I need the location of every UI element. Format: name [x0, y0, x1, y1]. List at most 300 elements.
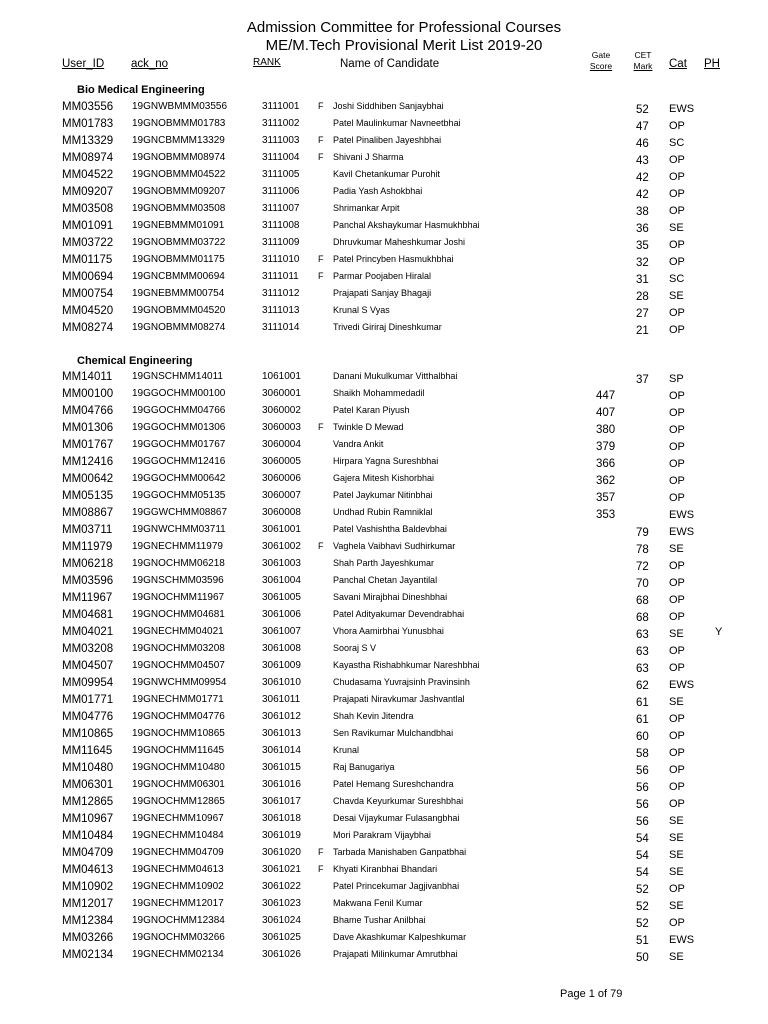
- user-id-cell: MM03508: [62, 203, 114, 215]
- ack-no-cell: 19GNOBMMM01175: [132, 254, 225, 265]
- candidate-name-cell: Panchal Akshaykumar Hasmukhbhai: [333, 220, 480, 230]
- candidate-name-cell: Undhad Rubin Ramniklal: [333, 507, 433, 517]
- ack-no-cell: 19GGOCHMM04766: [132, 405, 226, 416]
- cet-mark-cell: 27: [636, 308, 649, 320]
- table-row: [0, 949, 768, 966]
- candidate-name-cell: Prajapati Sanjay Bhagaji: [333, 288, 432, 298]
- candidate-name-cell: Shaikh Mohammedadil: [333, 388, 425, 398]
- ack-no-cell: 19GNECHMM02134: [132, 949, 224, 960]
- ack-no-cell: 19GNOBMMM03508: [132, 203, 226, 214]
- candidate-name-cell: Bhame Tushar Anilbhai: [333, 915, 426, 925]
- rank-cell: 3111011: [262, 271, 299, 282]
- rank-cell: 3061009: [262, 660, 301, 671]
- rank-cell: 3060004: [262, 439, 301, 450]
- candidate-name-cell: Desai Vijaykumar Fulasangbhai: [333, 813, 460, 823]
- user-id-cell: MM04520: [62, 305, 114, 317]
- rank-cell: 3061024: [262, 915, 301, 926]
- candidate-name-cell: Patel Princyben Hasmukhbhai: [333, 254, 454, 264]
- cet-mark-cell: 63: [636, 629, 649, 641]
- cet-mark-cell: 52: [636, 104, 649, 116]
- cet-mark-cell: 63: [636, 646, 649, 658]
- col-header-ack-no: ack_no: [131, 58, 169, 70]
- category-cell: SE: [669, 815, 684, 827]
- female-flag-cell: F: [318, 254, 324, 264]
- user-id-cell: MM12017: [62, 898, 114, 910]
- cet-mark-cell: 56: [636, 816, 649, 828]
- user-id-cell: MM14011: [62, 371, 113, 383]
- category-cell: SE: [669, 543, 684, 555]
- table-row: [0, 169, 768, 186]
- rank-cell: 3111012: [262, 288, 300, 299]
- col-header-name: Name of Candidate: [340, 58, 440, 70]
- cet-mark-cell: 70: [636, 578, 649, 590]
- ack-no-cell: 19GNOCHMM04776: [132, 711, 225, 722]
- ack-no-cell: 19GNWCHMM03711: [132, 524, 226, 535]
- table-row: [0, 796, 768, 813]
- category-cell: SE: [669, 849, 684, 861]
- category-cell: EWS: [669, 679, 695, 691]
- category-cell: OP: [669, 883, 685, 895]
- ack-no-cell: 19GNOBMMM08974: [132, 152, 226, 163]
- user-id-cell: MM01091: [62, 220, 114, 232]
- user-id-cell: MM00694: [62, 271, 114, 283]
- candidate-name-cell: Mori Parakram Vijaybhai: [333, 830, 431, 840]
- ack-no-cell: 19GNECHMM04709: [132, 847, 224, 858]
- rank-cell: 3061010: [262, 677, 301, 688]
- table-row: [0, 524, 768, 541]
- table-row: [0, 847, 768, 864]
- cet-mark-cell: 78: [636, 544, 649, 556]
- col-header-cet-mark: [628, 50, 658, 72]
- rank-cell: 3060002: [262, 405, 301, 416]
- rank-cell: 3061007: [262, 626, 301, 637]
- ack-no-cell: 19GGOCHMM12416: [132, 456, 226, 467]
- ack-no-cell: 19GNEBMMM00754: [132, 288, 225, 299]
- user-id-cell: MM09207: [62, 186, 114, 198]
- table-row: [0, 237, 768, 254]
- ack-no-cell: 19GGOCHMM05135: [132, 490, 226, 501]
- ack-no-cell: 19GNOCHMM12865: [132, 796, 225, 807]
- candidate-name-cell: Parmar Poojaben Hiralal: [333, 271, 432, 281]
- candidate-name-cell: Makwana Fenil Kumar: [333, 898, 423, 908]
- cet-mark-cell: 47: [636, 121, 649, 133]
- user-id-cell: MM04021: [62, 626, 114, 638]
- rank-cell: 3061016: [262, 779, 301, 790]
- category-cell: OP: [669, 611, 685, 623]
- ack-no-cell: 19GNOBMMM04520: [132, 305, 226, 316]
- table-row: [0, 575, 768, 592]
- user-id-cell: MM08274: [62, 322, 114, 334]
- female-flag-cell: F: [318, 541, 324, 551]
- category-cell: OP: [669, 713, 685, 725]
- candidate-name-cell: Shrimankar Arpit: [333, 203, 400, 213]
- rank-cell: 3061023: [262, 898, 301, 909]
- category-cell: SE: [669, 222, 684, 234]
- category-cell: SC: [669, 137, 685, 149]
- cet-mark-cell: 43: [636, 155, 649, 167]
- ack-no-cell: 19GNWBMMM03556: [132, 101, 228, 112]
- candidate-name-cell: Panchal Chetan Jayantilal: [333, 575, 438, 585]
- category-cell: OP: [669, 458, 685, 470]
- cet-mark-cell: 50: [636, 952, 649, 964]
- ack-no-cell: 19GGOCHMM01767: [132, 439, 226, 450]
- user-id-cell: MM10480: [62, 762, 114, 774]
- rank-cell: 3061004: [262, 575, 301, 586]
- ack-no-cell: 19GNOBMMM08274: [132, 322, 226, 333]
- candidate-name-cell: Patel Vashishtha Baldevbhai: [333, 524, 447, 534]
- col-header-gate-line2: Score: [589, 61, 613, 71]
- cet-mark-cell: 72: [636, 561, 649, 573]
- user-id-cell: MM13329: [62, 135, 114, 147]
- category-cell: OP: [669, 307, 685, 319]
- user-id-cell: MM01767: [62, 439, 114, 451]
- cet-mark-cell: 42: [636, 172, 649, 184]
- candidate-name-cell: Hirpara Yagna Sureshbhai: [333, 456, 439, 466]
- rank-cell: 3060007: [262, 490, 301, 501]
- user-id-cell: MM12865: [62, 796, 114, 808]
- rank-cell: 3060005: [262, 456, 301, 467]
- rank-cell: 3061021: [262, 864, 301, 875]
- table-row: [0, 135, 768, 152]
- category-cell: SE: [669, 900, 684, 912]
- category-cell: OP: [669, 390, 685, 402]
- table-row: [0, 677, 768, 694]
- cet-mark-cell: 52: [636, 901, 649, 913]
- candidate-name-cell: Shah Kevin Jitendra: [333, 711, 414, 721]
- user-id-cell: MM09954: [62, 677, 114, 689]
- rank-cell: 3111014: [262, 322, 300, 333]
- table-row: [0, 728, 768, 745]
- rank-cell: 3111002: [262, 118, 300, 129]
- rank-cell: 3060003: [262, 422, 301, 433]
- table-row: [0, 898, 768, 915]
- user-id-cell: MM06301: [62, 779, 114, 791]
- category-cell: SE: [669, 290, 684, 302]
- rank-cell: 3061015: [262, 762, 301, 773]
- cet-mark-cell: 56: [636, 765, 649, 777]
- document-title: Admission Committee for Professional Courses: [246, 19, 562, 36]
- category-cell: OP: [669, 747, 685, 759]
- rank-cell: 3061012: [262, 711, 301, 722]
- cet-mark-cell: 58: [636, 748, 649, 760]
- ack-no-cell: 19GNECHMM11979: [132, 541, 223, 552]
- rank-cell: 3061019: [262, 830, 301, 841]
- rank-cell: 3111001: [262, 101, 300, 112]
- col-header-cat: Cat: [669, 58, 687, 70]
- category-cell: OP: [669, 798, 685, 810]
- rank-cell: 3111003: [262, 135, 300, 146]
- category-cell: OP: [669, 662, 685, 674]
- user-id-cell: MM04613: [62, 864, 114, 876]
- section-title: Chemical Engineering: [77, 355, 193, 367]
- gate-score-cell: 380: [596, 424, 616, 436]
- document-subtitle: ME/M.Tech Provisional Merit List 2019-20: [265, 37, 543, 54]
- ack-no-cell: 19GNOCHMM10865: [132, 728, 225, 739]
- cet-mark-cell: 52: [636, 918, 649, 930]
- table-row: [0, 439, 768, 456]
- table-row: [0, 220, 768, 237]
- candidate-name-cell: Chavda Keyurkumar Sureshbhai: [333, 796, 464, 806]
- table-row: [0, 762, 768, 779]
- candidate-name-cell: Twinkle D Mewad: [333, 422, 404, 432]
- cet-mark-cell: 38: [636, 206, 649, 218]
- rank-cell: 3061001: [262, 524, 301, 535]
- table-row: [0, 322, 768, 339]
- category-cell: SE: [669, 832, 684, 844]
- candidate-name-cell: Sen Ravikumar Mulchandbhai: [333, 728, 454, 738]
- user-id-cell: MM01306: [62, 422, 114, 434]
- table-row: [0, 558, 768, 575]
- candidate-name-cell: Tarbada Manishaben Ganpatbhai: [333, 847, 467, 857]
- rank-cell: 1061001: [262, 371, 301, 382]
- category-cell: SP: [669, 373, 684, 385]
- category-cell: OP: [669, 577, 685, 589]
- table-row: [0, 660, 768, 677]
- category-cell: OP: [669, 645, 685, 657]
- ack-no-cell: 19GNOCHMM11967: [132, 592, 225, 603]
- gate-score-cell: 366: [596, 458, 616, 470]
- table-row: [0, 490, 768, 507]
- user-id-cell: MM05135: [62, 490, 114, 502]
- user-id-cell: MM06218: [62, 558, 114, 570]
- candidate-name-cell: Patel Jaykumar Nitinbhai: [333, 490, 433, 500]
- ack-no-cell: 19GNECHMM04021: [132, 626, 224, 637]
- ack-no-cell: 19GNWCHMM09954: [132, 677, 227, 688]
- ack-no-cell: 19GGOCHMM00642: [132, 473, 226, 484]
- gate-score-cell: 353: [596, 509, 616, 521]
- ack-no-cell: 19GNOCHMM10480: [132, 762, 225, 773]
- rank-cell: 3061014: [262, 745, 301, 756]
- category-cell: OP: [669, 917, 685, 929]
- ack-no-cell: 19GNOCHMM11645: [132, 745, 225, 756]
- candidate-name-cell: Vhora Aamirbhai Yunusbhai: [333, 626, 444, 636]
- ack-no-cell: 19GNSCHMM03596: [132, 575, 224, 586]
- category-cell: OP: [669, 154, 685, 166]
- table-row: [0, 473, 768, 490]
- user-id-cell: MM08867: [62, 507, 114, 519]
- rank-cell: 3061005: [262, 592, 301, 603]
- rank-cell: 3111013: [262, 305, 300, 316]
- ack-no-cell: 19GNCBMMM13329: [132, 135, 225, 146]
- table-row: [0, 626, 768, 643]
- ack-no-cell: 19GNECHMM10902: [132, 881, 224, 892]
- female-flag-cell: F: [318, 101, 324, 111]
- rank-cell: 3061011: [262, 694, 301, 705]
- category-cell: OP: [669, 188, 685, 200]
- candidate-name-cell: Shah Parth Jayeshkumar: [333, 558, 435, 568]
- cet-mark-cell: 61: [636, 714, 649, 726]
- cet-mark-cell: 68: [636, 612, 649, 624]
- candidate-name-cell: Patel Maulinkumar Navneetbhai: [333, 118, 461, 128]
- rank-cell: 3061002: [262, 541, 301, 552]
- ack-no-cell: 19GNOCHMM03266: [132, 932, 225, 943]
- candidate-name-cell: Trivedi Giriraj Dineshkumar: [333, 322, 442, 332]
- ack-no-cell: 19GNECHMM10967: [132, 813, 224, 824]
- page-number: Page 1 of 79: [560, 988, 623, 1000]
- category-cell: OP: [669, 407, 685, 419]
- candidate-name-cell: Vandra Ankit: [333, 439, 384, 449]
- rank-cell: 3061017: [262, 796, 301, 807]
- rank-cell: 3111007: [262, 203, 300, 214]
- cet-mark-cell: 21: [636, 325, 649, 337]
- table-row: [0, 507, 768, 524]
- rank-cell: 3060008: [262, 507, 301, 518]
- category-cell: OP: [669, 239, 685, 251]
- category-cell: OP: [669, 171, 685, 183]
- female-flag-cell: F: [318, 271, 324, 281]
- rank-cell: 3111010: [262, 254, 300, 265]
- table-row: [0, 881, 768, 898]
- rank-cell: 3111004: [262, 152, 300, 163]
- ack-no-cell: 19GNSCHMM14011: [132, 371, 223, 382]
- category-cell: OP: [669, 594, 685, 606]
- user-id-cell: MM12416: [62, 456, 114, 468]
- candidate-name-cell: Shivani J Sharma: [333, 152, 404, 162]
- user-id-cell: MM10967: [62, 813, 114, 825]
- user-id-cell: MM03596: [62, 575, 114, 587]
- table-row: [0, 813, 768, 830]
- ack-no-cell: 19GNOCHMM03208: [132, 643, 225, 654]
- rank-cell: 3061020: [262, 847, 301, 858]
- female-flag-cell: F: [318, 152, 324, 162]
- table-row: [0, 592, 768, 609]
- table-row: [0, 915, 768, 932]
- category-cell: OP: [669, 781, 685, 793]
- user-id-cell: MM04709: [62, 847, 114, 859]
- ack-no-cell: 19GNOCHMM06218: [132, 558, 225, 569]
- user-id-cell: MM03208: [62, 643, 114, 655]
- col-header-rank: RANK: [253, 57, 281, 68]
- ack-no-cell: 19GNECHMM01771: [132, 694, 224, 705]
- female-flag-cell: F: [318, 422, 324, 432]
- table-row: [0, 456, 768, 473]
- cet-mark-cell: 42: [636, 189, 649, 201]
- female-flag-cell: F: [318, 864, 324, 874]
- user-id-cell: MM04776: [62, 711, 114, 723]
- table-row: [0, 643, 768, 660]
- candidate-name-cell: Kavil Chetankumar Purohit: [333, 169, 441, 179]
- rank-cell: 3111009: [262, 237, 300, 248]
- candidate-name-cell: Patel Adityakumar Devendrabhai: [333, 609, 465, 619]
- user-id-cell: MM03722: [62, 237, 114, 249]
- table-row: [0, 371, 768, 388]
- category-cell: SE: [669, 951, 684, 963]
- ack-no-cell: 19GNOBMMM03722: [132, 237, 226, 248]
- gate-score-cell: 357: [596, 492, 616, 504]
- ack-no-cell: 19GNECHMM04613: [132, 864, 224, 875]
- female-flag-cell: F: [318, 135, 324, 145]
- section-title: Bio Medical Engineering: [77, 84, 205, 96]
- rank-cell: 3111006: [262, 186, 300, 197]
- user-id-cell: MM01771: [62, 694, 114, 706]
- rank-cell: 3061018: [262, 813, 301, 824]
- cet-mark-cell: 28: [636, 291, 649, 303]
- user-id-cell: MM00100: [62, 388, 114, 400]
- candidate-name-cell: Khyati Kiranbhai Bhandari: [333, 864, 438, 874]
- category-cell: SC: [669, 273, 685, 285]
- ack-no-cell: 19GNOCHMM04507: [132, 660, 225, 671]
- cet-mark-cell: 62: [636, 680, 649, 692]
- cet-mark-cell: 60: [636, 731, 649, 743]
- ack-no-cell: 19GGWCHMM08867: [132, 507, 228, 518]
- category-cell: EWS: [669, 103, 695, 115]
- user-id-cell: MM10902: [62, 881, 114, 893]
- ack-no-cell: 19GNECHMM12017: [132, 898, 224, 909]
- cet-mark-cell: 68: [636, 595, 649, 607]
- table-row: [0, 305, 768, 322]
- table-row: [0, 186, 768, 203]
- candidate-name-cell: Kayastha Rishabhkumar Nareshbhai: [333, 660, 480, 670]
- category-cell: SE: [669, 866, 684, 878]
- category-cell: EWS: [669, 526, 695, 538]
- col-header-cet-line1: CET: [634, 50, 652, 60]
- ack-no-cell: 19GNOBMMM09207: [132, 186, 226, 197]
- ack-no-cell: 19GNOCHMM12384: [132, 915, 225, 926]
- ack-no-cell: 19GGOCHMM00100: [132, 388, 226, 399]
- rank-cell: 3060006: [262, 473, 301, 484]
- category-cell: OP: [669, 492, 685, 504]
- cet-mark-cell: 32: [636, 257, 649, 269]
- category-cell: OP: [669, 730, 685, 742]
- rank-cell: 3061025: [262, 932, 301, 943]
- cet-mark-cell: 56: [636, 782, 649, 794]
- user-id-cell: MM03266: [62, 932, 114, 944]
- category-cell: OP: [669, 205, 685, 217]
- rank-cell: 3061008: [262, 643, 301, 654]
- cet-mark-cell: 37: [636, 374, 649, 386]
- candidate-name-cell: Prajapati Niravkumar Jashvantlal: [333, 694, 465, 704]
- user-id-cell: MM11979: [62, 541, 113, 553]
- cet-mark-cell: 46: [636, 138, 649, 150]
- user-id-cell: MM03711: [62, 524, 113, 536]
- candidate-name-cell: Chudasama Yuvrajsinh Pravinsinh: [333, 677, 470, 687]
- table-row: [0, 271, 768, 288]
- candidate-name-cell: Dhruvkumar Maheshkumar Joshi: [333, 237, 466, 247]
- candidate-name-cell: Savani Mirajbhai Dineshbhai: [333, 592, 448, 602]
- user-id-cell: MM04507: [62, 660, 114, 672]
- cet-mark-cell: 54: [636, 833, 649, 845]
- candidate-name-cell: Sooraj S V: [333, 643, 377, 653]
- ack-no-cell: 19GNOBMMM01783: [132, 118, 226, 129]
- table-row: [0, 830, 768, 847]
- rank-cell: 3111008: [262, 220, 300, 231]
- category-cell: OP: [669, 120, 685, 132]
- rank-cell: 3061006: [262, 609, 301, 620]
- table-row: [0, 694, 768, 711]
- candidate-name-cell: Patel Hemang Sureshchandra: [333, 779, 454, 789]
- gate-score-cell: 407: [596, 407, 616, 419]
- cet-mark-cell: 79: [636, 527, 649, 539]
- user-id-cell: MM04522: [62, 169, 114, 181]
- gate-score-cell: 379: [596, 441, 616, 453]
- table-row: [0, 405, 768, 422]
- cet-mark-cell: 54: [636, 867, 649, 879]
- candidate-name-cell: Danani Mukulkumar Vitthalbhai: [333, 371, 458, 381]
- user-id-cell: MM01783: [62, 118, 114, 130]
- col-header-ph: PH: [704, 58, 720, 70]
- category-cell: OP: [669, 324, 685, 336]
- category-cell: EWS: [669, 934, 695, 946]
- category-cell: OP: [669, 560, 685, 572]
- user-id-cell: MM00642: [62, 473, 114, 485]
- col-header-gate-score: [586, 50, 616, 72]
- user-id-cell: MM00754: [62, 288, 114, 300]
- candidate-name-cell: Prajapati Milinkumar Amrutbhai: [333, 949, 458, 959]
- rank-cell: 3061026: [262, 949, 301, 960]
- category-cell: OP: [669, 441, 685, 453]
- candidate-name-cell: Joshi Siddhiben Sanjaybhai: [333, 101, 444, 111]
- cet-mark-cell: 35: [636, 240, 649, 252]
